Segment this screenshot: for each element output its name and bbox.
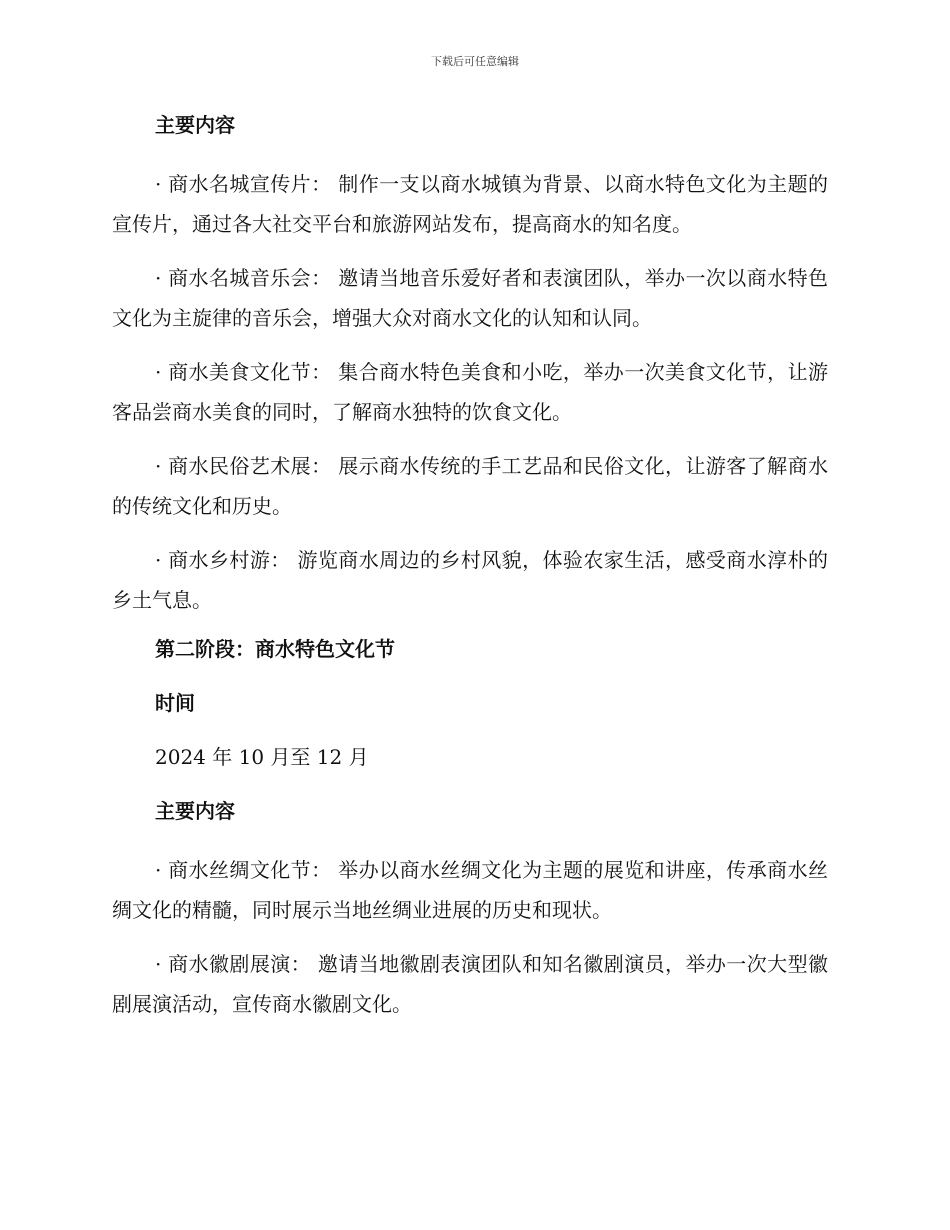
list-item: · 商水名城音乐会： 邀请当地音乐爱好者和表演团队，举办一次以商水特色文化为主旋律的音乐会，增强大众对商水文化的认知和认同。 <box>112 266 828 330</box>
section-heading-main-content-2: 主要内容 <box>155 799 235 823</box>
list-item: · 商水丝绸文化节： 举办以商水丝绸文化为主题的展览和讲座，传承商水丝绸文化的精髓，同时展示当地丝绸业进展的历史和现状。 <box>112 858 828 922</box>
list-item: · 商水名城宣传片： 制作一支以商水城镇为背景、以商水特色文化为主题的宣传片，通过各大社交平台和旅游网站发布，提高商水的知名度。 <box>112 172 828 236</box>
document-body <box>112 110 828 1038</box>
list-item: · 商水美食文化节： 集合商水特色美食和小吃，举办一次美食文化节，让游客品尝商水美食的同时，了解商水独特的饮食文化。 <box>112 360 828 424</box>
section-heading-main-content: 主要内容 <box>155 113 235 137</box>
time-value: 2024 年 10 月至 12 月 <box>155 745 369 769</box>
list-item: · 商水乡村游： 游览商水周边的乡村风貌，体验农家生活，感受商水淳朴的乡土气息。 <box>112 548 828 612</box>
page-header: 下载后可任意编辑 <box>431 55 519 68</box>
time-heading: 时间 <box>155 691 195 715</box>
list-item: · 商水徽剧展演： 邀请当地徽剧表演团队和知名徽剧演员，举办一次大型徽剧展演活动，宣传商水徽剧文化。 <box>112 952 828 1016</box>
stage-two-title: 第二阶段：商水特色文化节 <box>155 637 395 661</box>
list-item: · 商水民俗艺术展： 展示商水传统的手工艺品和民俗文化，让游客了解商水的传统文化和历史。 <box>112 454 828 518</box>
